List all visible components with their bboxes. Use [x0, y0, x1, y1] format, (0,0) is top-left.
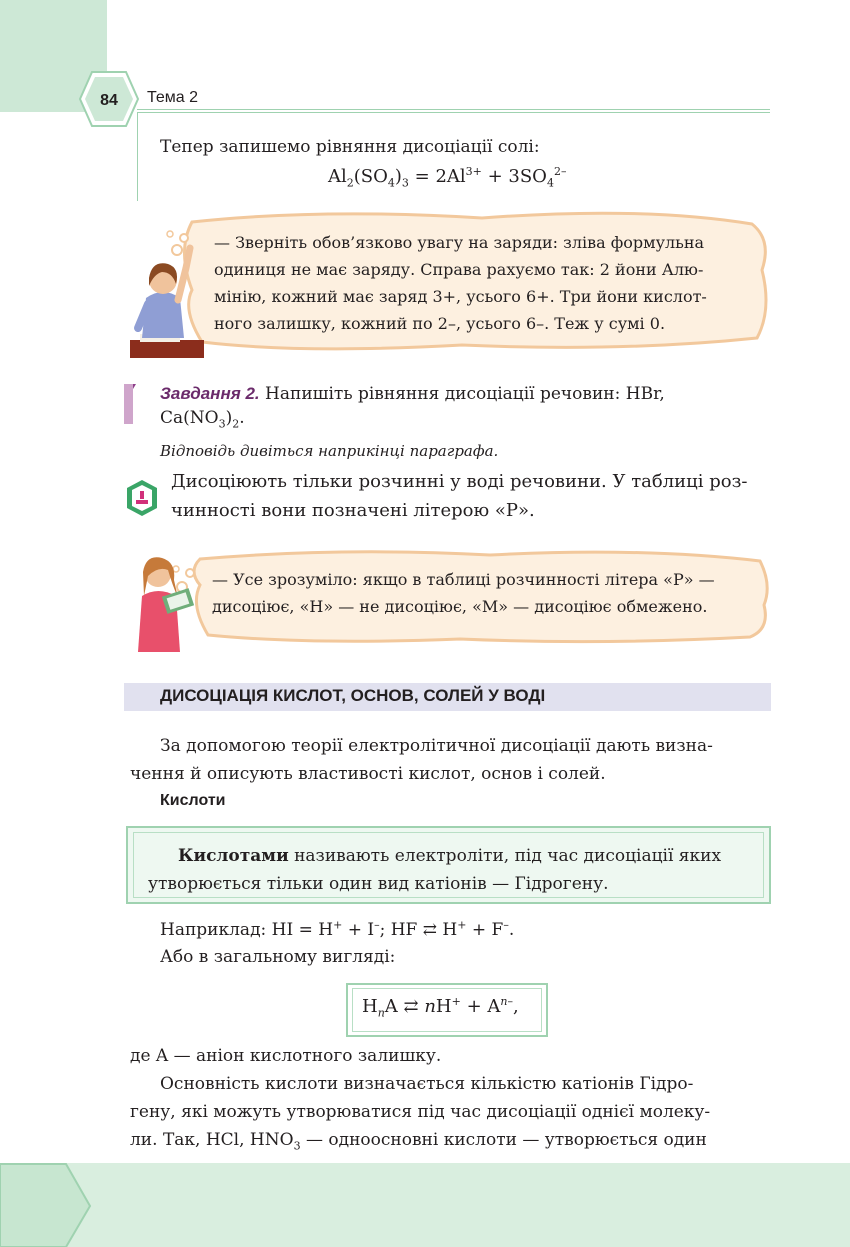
- basicity-last-start: ли. Так, HCl,: [130, 1130, 250, 1150]
- task-2: [160, 380, 771, 408]
- note-line: чинності вони позначені літерою «Р».: [171, 500, 535, 521]
- page-bottom-band: [0, 1163, 850, 1247]
- bubble-1-line: мінію, кожний має заряд 3+, усього 6+. Три йони кислот-: [214, 287, 707, 306]
- example-formulas: HI = H+ + I–; HF ⇄ H+ + F–.: [271, 918, 515, 940]
- bubble-1-line: — Зверніть обов’язково увагу на заряди: зліва формульна: [214, 233, 705, 252]
- intro-text: Тепер запишемо рівняння дисоціації солі:: [160, 137, 540, 157]
- header-rule: [137, 109, 770, 110]
- teacher-raising-hand-icon: [128, 238, 208, 360]
- general-form-text: Або в загальному вигляді:: [160, 947, 396, 967]
- bubble-2-line: — Усе зрозуміло: якщо в таблиці розчинності літера «Р» —: [212, 570, 715, 589]
- bubble-1-line: одиниця не має заряду. Справа рахуємо так: 2 йони Алю-: [214, 260, 704, 279]
- definition-line-1: [148, 842, 756, 870]
- definition-rest: називають електроліти, під час дисоціації яких: [288, 846, 722, 866]
- salt-dissociation-equation: $Al_2(SO_4)_3 = 2Al^{3+} + 3SO_4^{2-}$: [328, 165, 567, 190]
- section-line: чення й описують властивості кислот, основ і солей.: [130, 764, 606, 784]
- definition-text: [148, 842, 756, 898]
- task-formula: $Ca(NO_3)_2$.: [160, 408, 245, 431]
- general-formula: $H_nA$ ⇄ $nH^+ + A^{n-}$,: [362, 995, 519, 1020]
- task-answer-hint: Відповідь дивіться наприкінці параграфа.: [160, 442, 499, 460]
- example-line: [160, 916, 514, 944]
- note-text: [171, 467, 771, 525]
- page-number: 84: [100, 92, 118, 109]
- bubble-1-text: [214, 229, 726, 337]
- definition-term: Кислотами: [178, 846, 289, 866]
- hno3-formula: $HNO_3$: [249, 1130, 301, 1153]
- note-line: Дисоціюють тільки розчинні у воді речовини. У таблиці роз-: [171, 471, 748, 492]
- bubble-2-text: [212, 566, 757, 620]
- basicity-line: гену, які можуть утворюватися під час дисоціації однієї молеку-: [130, 1102, 711, 1122]
- bubble-2-line: дисоціює, «Н» — не дисоціює, «М» — дисоціює обмежено.: [212, 597, 708, 616]
- page-corner-tab: [0, 1160, 95, 1247]
- basicity-line: Основність кислоти визначається кількістю катіонів Гідро-: [160, 1074, 694, 1094]
- task-marker: [124, 384, 133, 424]
- example-label: Наприклад:: [160, 920, 267, 940]
- section-intro: [130, 732, 771, 788]
- basicity-line-last: [130, 1126, 771, 1154]
- topic-label: Тема 2: [147, 89, 199, 106]
- page-number-badge: [78, 70, 140, 128]
- anion-note: де A — аніон кислотного залишку.: [130, 1046, 442, 1066]
- task-label: Завдання 2.: [160, 384, 260, 403]
- task-text: Напишіть рівняння дисоціації речовин: HBr,: [259, 384, 665, 404]
- student-with-book-icon: [128, 550, 198, 654]
- basicity-paragraph: [130, 1070, 771, 1154]
- subheading-acids: Кислоти: [160, 792, 226, 809]
- section-heading: ДИСОЦІАЦІЯ КИСЛОТ, ОСНОВ, СОЛЕЙ У ВОДІ: [160, 686, 546, 705]
- basicity-last-end: — одноосновні кислоти — утворюється один: [300, 1130, 707, 1150]
- header-rule-secondary: [137, 112, 770, 113]
- bubble-1-line: ного залишку, кожний по 2–, усього 6–. Теж у сумі 0.: [214, 314, 666, 333]
- remember-icon: [124, 478, 160, 518]
- definition-line-2: утворюється тільки один вид катіонів — Гідрогену.: [148, 874, 609, 894]
- section-line: За допомогою теорії електролітичної дисоціації дають визна-: [160, 736, 713, 756]
